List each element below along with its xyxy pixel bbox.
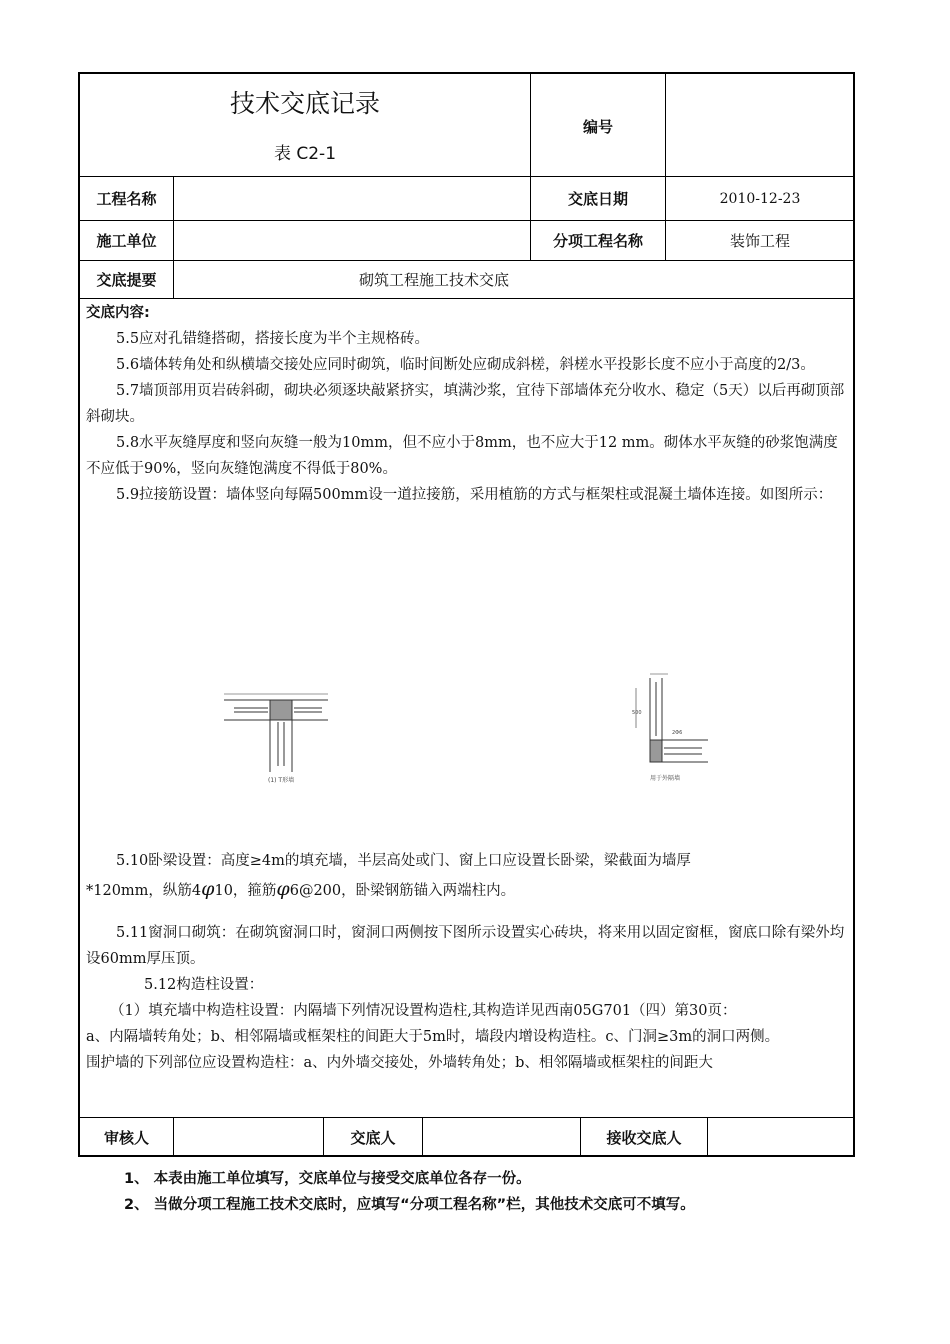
t-wall-tie-bar-drawing (210, 690, 340, 785)
t-wall-caption: (1) T形墙 (268, 777, 295, 784)
disclosure-content (86, 300, 850, 508)
reviewer-label: 审核人 (103, 1129, 149, 1147)
exterior-wall-tie-bar-drawing (628, 668, 723, 786)
page-title: 技术交底记录 (229, 89, 380, 118)
clause-5-12-2: a、内隔墙转角处；b、相邻隔墙或框架柱的间距大于5m时，墙段内增设构造柱。c、门洞≥3m的洞口两侧。 (86, 1029, 780, 1045)
discloser-label: 交底人 (350, 1129, 396, 1147)
phi-symbol: φ (201, 878, 215, 900)
number-label: 编号 (582, 117, 613, 136)
exterior-wall-caption: 用于外隔墙 (650, 775, 681, 782)
clause-5-7: 5.7墙顶部用页岩砖斜砌，砌块必须逐块敲紧挤实，填满沙浆，宜待下部墙体充分收水、稳定（5天）以后再砌顶部斜砌块。 (86, 383, 845, 425)
clause-5-10b (86, 874, 850, 906)
sub-project-label: 分项工程名称 (552, 232, 643, 250)
clause-5-6: 5.6墙体转角处和纵横墙交接处应同时砌筑，临时间断处应砌成斜槎，斜槎水平投影长度不应小于高度的2/3。 (116, 357, 815, 373)
clause-5-10a: 5.10卧梁设置：高度≥4m的填充墙，半层高处或门、窗上口应设置长卧梁，梁截面为墙厚 (116, 853, 691, 869)
clause-5-10b-text2: 10，箍筋 (214, 883, 277, 899)
receiver-label: 接收交底人 (606, 1129, 682, 1147)
summary-label: 交底提要 (96, 271, 157, 289)
project-name-value (174, 177, 530, 220)
receiver-value (708, 1118, 854, 1157)
clause-5-10b-text3: 6@200，卧梁钢筋锚入两端柱内。 (289, 883, 516, 899)
project-name-label: 工程名称 (96, 190, 157, 208)
date-value: 2010-12-23 (719, 190, 801, 207)
summary-value: 砌筑工程施工技术交底 (358, 271, 509, 289)
contractor-label: 施工单位 (96, 232, 157, 250)
dim-label-bars: 2Φ6 (672, 730, 683, 736)
clause-5-5: 5.5应对孔错缝搭砌，搭接长度为半个主规格砖。 (116, 331, 430, 347)
phi-symbol: φ (276, 878, 290, 900)
number-value (666, 108, 854, 144)
clause-5-12-1: （1）填充墙中构造柱设置：内隔墙下列情况设置构造柱,其构造详见西南05G701（四）第30页： (110, 1003, 737, 1019)
sub-project-value: 装饰工程 (729, 232, 790, 250)
disclosure-content-lower (86, 848, 850, 1076)
content-heading: 交底内容: (86, 305, 150, 321)
footnote-1: 1、 本表由施工单位填写，交底单位与接受交底单位各存一份。 (124, 1171, 531, 1187)
clause-5-12: 5.12构造柱设置： (144, 977, 264, 993)
clause-5-8: 5.8水平灰缝厚度和竖向灰缝一般为10mm，但不应小于8mm，也不应大于12 mm。砌体水平灰缝的砂浆饱满度不应低于90%，竖向灰缝饱满度不得低于80%。 (86, 435, 838, 477)
clause-5-10b-text1: *120mm，纵筋4 (86, 883, 202, 899)
clause-5-12-3: 围护墙的下列部位应设置构造柱：a、内外墙交接处，外墙转角处；b、相邻隔墙或框架柱的间距大 (86, 1055, 713, 1071)
clause-5-9: 5.9拉接筋设置：墙体竖向每隔500mm设一道拉接筋，采用植筋的方式与框架柱或混凝土墙体连接。如图所示： (116, 487, 833, 503)
table-rule (78, 298, 855, 299)
clause-5-11: 5.11窗洞口砌筑：在砌筑窗洞口时，窗洞口两侧按下图所示设置实心砖块，将来用以固定窗框，窗底口除有梁外均设60mm厚压顶。 (86, 925, 845, 967)
contractor-value (174, 221, 530, 260)
dim-label-spacing: 500 (632, 710, 642, 716)
form-code: 表 C2-1 (273, 143, 337, 164)
date-label: 交底日期 (567, 190, 628, 208)
discloser-value (423, 1118, 580, 1157)
footnote-2: 2、 当做分项工程施工技术交底时，应填写“分项工程名称”栏，其他技术交底可不填写。 (124, 1197, 695, 1213)
reviewer-value (174, 1118, 323, 1157)
